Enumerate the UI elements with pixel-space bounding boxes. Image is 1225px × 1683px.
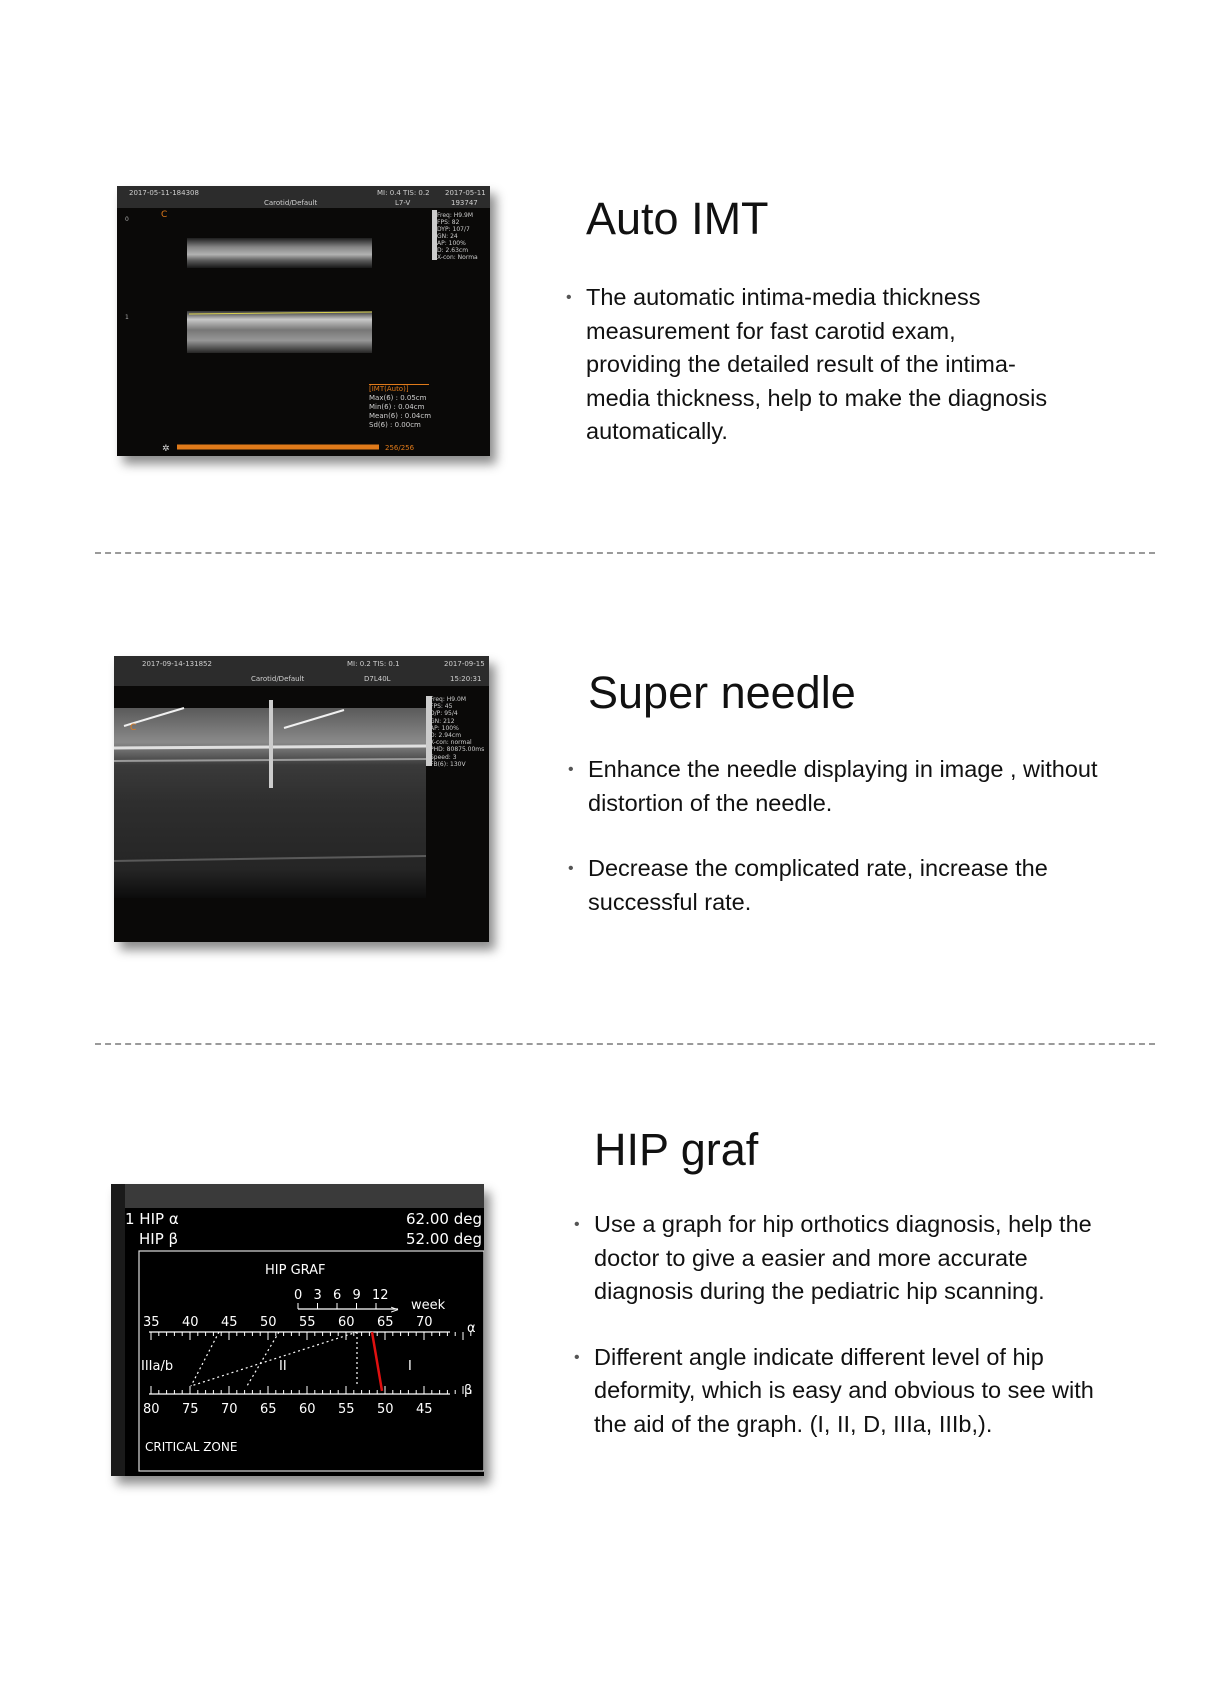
imt-header-center: Carotid/Default bbox=[264, 199, 318, 207]
imt-result-box bbox=[369, 384, 432, 430]
hip-zone-ii: II bbox=[279, 1359, 287, 1374]
hip-critical-zone: CRITICAL ZONE bbox=[145, 1440, 238, 1454]
imt-param-6: X-con: Norma bbox=[437, 254, 478, 261]
hip-alpha-value: 62.00 deg bbox=[406, 1210, 482, 1228]
hip-graf-screenshot bbox=[111, 1184, 484, 1476]
alpha-tick-label: 60 bbox=[338, 1315, 355, 1330]
needle-header-probe: D7L40L bbox=[364, 675, 391, 683]
hip-graf-bullet-2: • Different angle indicate different level of hip deformity, which is easy and obvious to see with the aid of the graph. (I, II, D, IIIa, IIIb,). bbox=[574, 1341, 1114, 1442]
needle-param-0: Freq: H9.0M bbox=[430, 696, 467, 703]
needle-param-2: D/P: 95/4 bbox=[430, 710, 458, 718]
imt-result-title: [IMT(Auto)] bbox=[369, 385, 409, 393]
svg-text:1: 1 bbox=[125, 314, 129, 321]
alpha-tick-label: 50 bbox=[260, 1315, 277, 1330]
super-needle-screenshot bbox=[114, 656, 489, 942]
imt-param-0: Freq: H9.9M bbox=[437, 212, 474, 219]
hip-week-label: week bbox=[411, 1298, 446, 1313]
beta-tick-label: 80 bbox=[143, 1402, 160, 1417]
beta-tick-label: 60 bbox=[299, 1402, 316, 1417]
imt-cine-counter: 256/256 bbox=[385, 444, 415, 452]
beta-tick-label: 70 bbox=[221, 1402, 238, 1417]
hip-graf-bullets bbox=[574, 1208, 1114, 1441]
hip-week-axis bbox=[294, 1288, 399, 1316]
super-needle-bullet-2: • Decrease the complicated rate, increase the successful rate. bbox=[568, 852, 1108, 919]
needle-param-4: AP: 100% bbox=[430, 724, 459, 732]
alpha-tick-label: 55 bbox=[299, 1315, 316, 1330]
needle-header-left: 2017-09-14-131852 bbox=[142, 660, 212, 668]
auto-imt-screenshot bbox=[117, 186, 490, 456]
hip-alpha-axis bbox=[143, 1315, 471, 1340]
needle-param-1: FPS: 45 bbox=[430, 703, 453, 711]
imt-param-5: D: 2.63cm bbox=[437, 247, 469, 254]
hip-graf-bullet-1: • Use a graph for hip orthotics diagnosis, help the doctor to give a easier and more accurate diagnosis during the pediatric hip scanning. bbox=[574, 1208, 1114, 1309]
hip-graf-box bbox=[139, 1251, 484, 1471]
needle-header-date: 2017-09-15 bbox=[444, 660, 485, 668]
week-tick-label: 0 bbox=[294, 1288, 303, 1303]
hip-beta-axis bbox=[143, 1386, 471, 1417]
needle-param-8: Speed: 3 bbox=[430, 753, 457, 761]
needle-param-5: D: 2.94cm bbox=[430, 732, 462, 740]
imt-param-4: AP: 100% bbox=[437, 240, 466, 247]
week-tick-label: 6 bbox=[333, 1288, 342, 1303]
imt-result-mean: Mean(6) : 0.04cm bbox=[369, 412, 432, 420]
imt-header-time: 193747 bbox=[451, 199, 478, 207]
imt-result-min: Min(6) : 0.04cm bbox=[369, 403, 425, 411]
beta-tick-label: 50 bbox=[377, 1402, 394, 1417]
imt-header-mi: MI: 0.4 TIS: 0.2 bbox=[377, 189, 430, 197]
needle-param-6: X-con: normal bbox=[430, 739, 472, 747]
imt-header-left: 2017-05-11-184308 bbox=[129, 189, 199, 197]
week-tick-label: 12 bbox=[372, 1288, 389, 1303]
auto-imt-bullet-1: • The automatic intima-media thickness measurement for fast carotid exam, providing the detailed result of the intima-media thickness, help to make the diagnosis automatically. bbox=[566, 281, 1056, 449]
hip-graf-title: HIP GRAF bbox=[265, 1263, 326, 1278]
alpha-tick-label: 45 bbox=[221, 1315, 238, 1330]
hip-zone-i: I bbox=[408, 1359, 412, 1374]
super-needle-bullets bbox=[568, 753, 1108, 919]
alpha-tick-label: 40 bbox=[182, 1315, 199, 1330]
svg-text:C: C bbox=[130, 723, 137, 733]
section-divider-2 bbox=[95, 1043, 1155, 1045]
svg-text:C: C bbox=[161, 210, 168, 220]
hip-alpha-label: 1 HIP α bbox=[125, 1210, 179, 1228]
hip-beta-label: HIP β bbox=[139, 1230, 179, 1248]
svg-text:0: 0 bbox=[125, 216, 129, 223]
imt-header-date: 2017-05-11 bbox=[445, 189, 486, 197]
imt-header-probe: L7-V bbox=[395, 199, 411, 207]
section-divider-1 bbox=[95, 552, 1155, 554]
alpha-tick-label: 70 bbox=[416, 1315, 433, 1330]
svg-text:✲: ✲ bbox=[162, 444, 170, 454]
imt-param-2: DYP: 107/7 bbox=[437, 226, 470, 233]
alpha-tick-label: 35 bbox=[143, 1315, 160, 1330]
week-tick-label: 3 bbox=[313, 1288, 322, 1303]
imt-result-sd: Sd(6) : 0.00cm bbox=[369, 421, 421, 429]
section-title-hip-graf: HIP graf bbox=[594, 1124, 759, 1175]
super-needle-bullet-1: • Enhance the needle displaying in image , without distortion of the needle. bbox=[568, 753, 1108, 820]
imt-param-1: FPS: 82 bbox=[437, 219, 460, 226]
needle-header-center: Carotid/Default bbox=[251, 675, 305, 683]
beta-tick-label: 45 bbox=[416, 1402, 433, 1417]
needle-param-7: PHD: 80875.00ms bbox=[430, 746, 485, 754]
needle-header-mi: MI: 0.2 TIS: 0.1 bbox=[347, 660, 400, 668]
hip-zone-lines bbox=[191, 1332, 357, 1386]
beta-tick-label: 75 bbox=[182, 1402, 199, 1417]
week-axis-arrow: > bbox=[390, 1303, 400, 1316]
hip-beta-symbol: β bbox=[464, 1383, 473, 1398]
imt-param-3: GN: 24 bbox=[437, 233, 458, 240]
section-title-super-needle: Super needle bbox=[588, 667, 856, 718]
beta-tick-label: 55 bbox=[338, 1402, 355, 1417]
hip-graf-chart bbox=[111, 1184, 484, 1476]
needle-header-time: 15:20:31 bbox=[450, 675, 482, 683]
hip-beta-value: 52.00 deg bbox=[406, 1230, 482, 1248]
hip-zone-iiiab: IIIa/b bbox=[141, 1359, 174, 1374]
beta-tick-label: 65 bbox=[260, 1402, 277, 1417]
hip-result-marker bbox=[372, 1332, 382, 1391]
imt-ultrasound-image bbox=[117, 208, 490, 456]
needle-param-3: GN: 212 bbox=[430, 717, 455, 725]
week-tick-label: 9 bbox=[352, 1288, 361, 1303]
imt-param-list bbox=[437, 212, 489, 261]
alpha-tick-label: 65 bbox=[377, 1315, 394, 1330]
section-title-auto-imt: Auto IMT bbox=[586, 193, 769, 244]
needle-param-list bbox=[430, 696, 488, 768]
auto-imt-bullets bbox=[566, 281, 1056, 449]
imt-result-max: Max(6) : 0.05cm bbox=[369, 394, 427, 402]
hip-alpha-symbol: α bbox=[467, 1321, 476, 1336]
needle-param-9: FB(6): 130V bbox=[430, 760, 466, 768]
